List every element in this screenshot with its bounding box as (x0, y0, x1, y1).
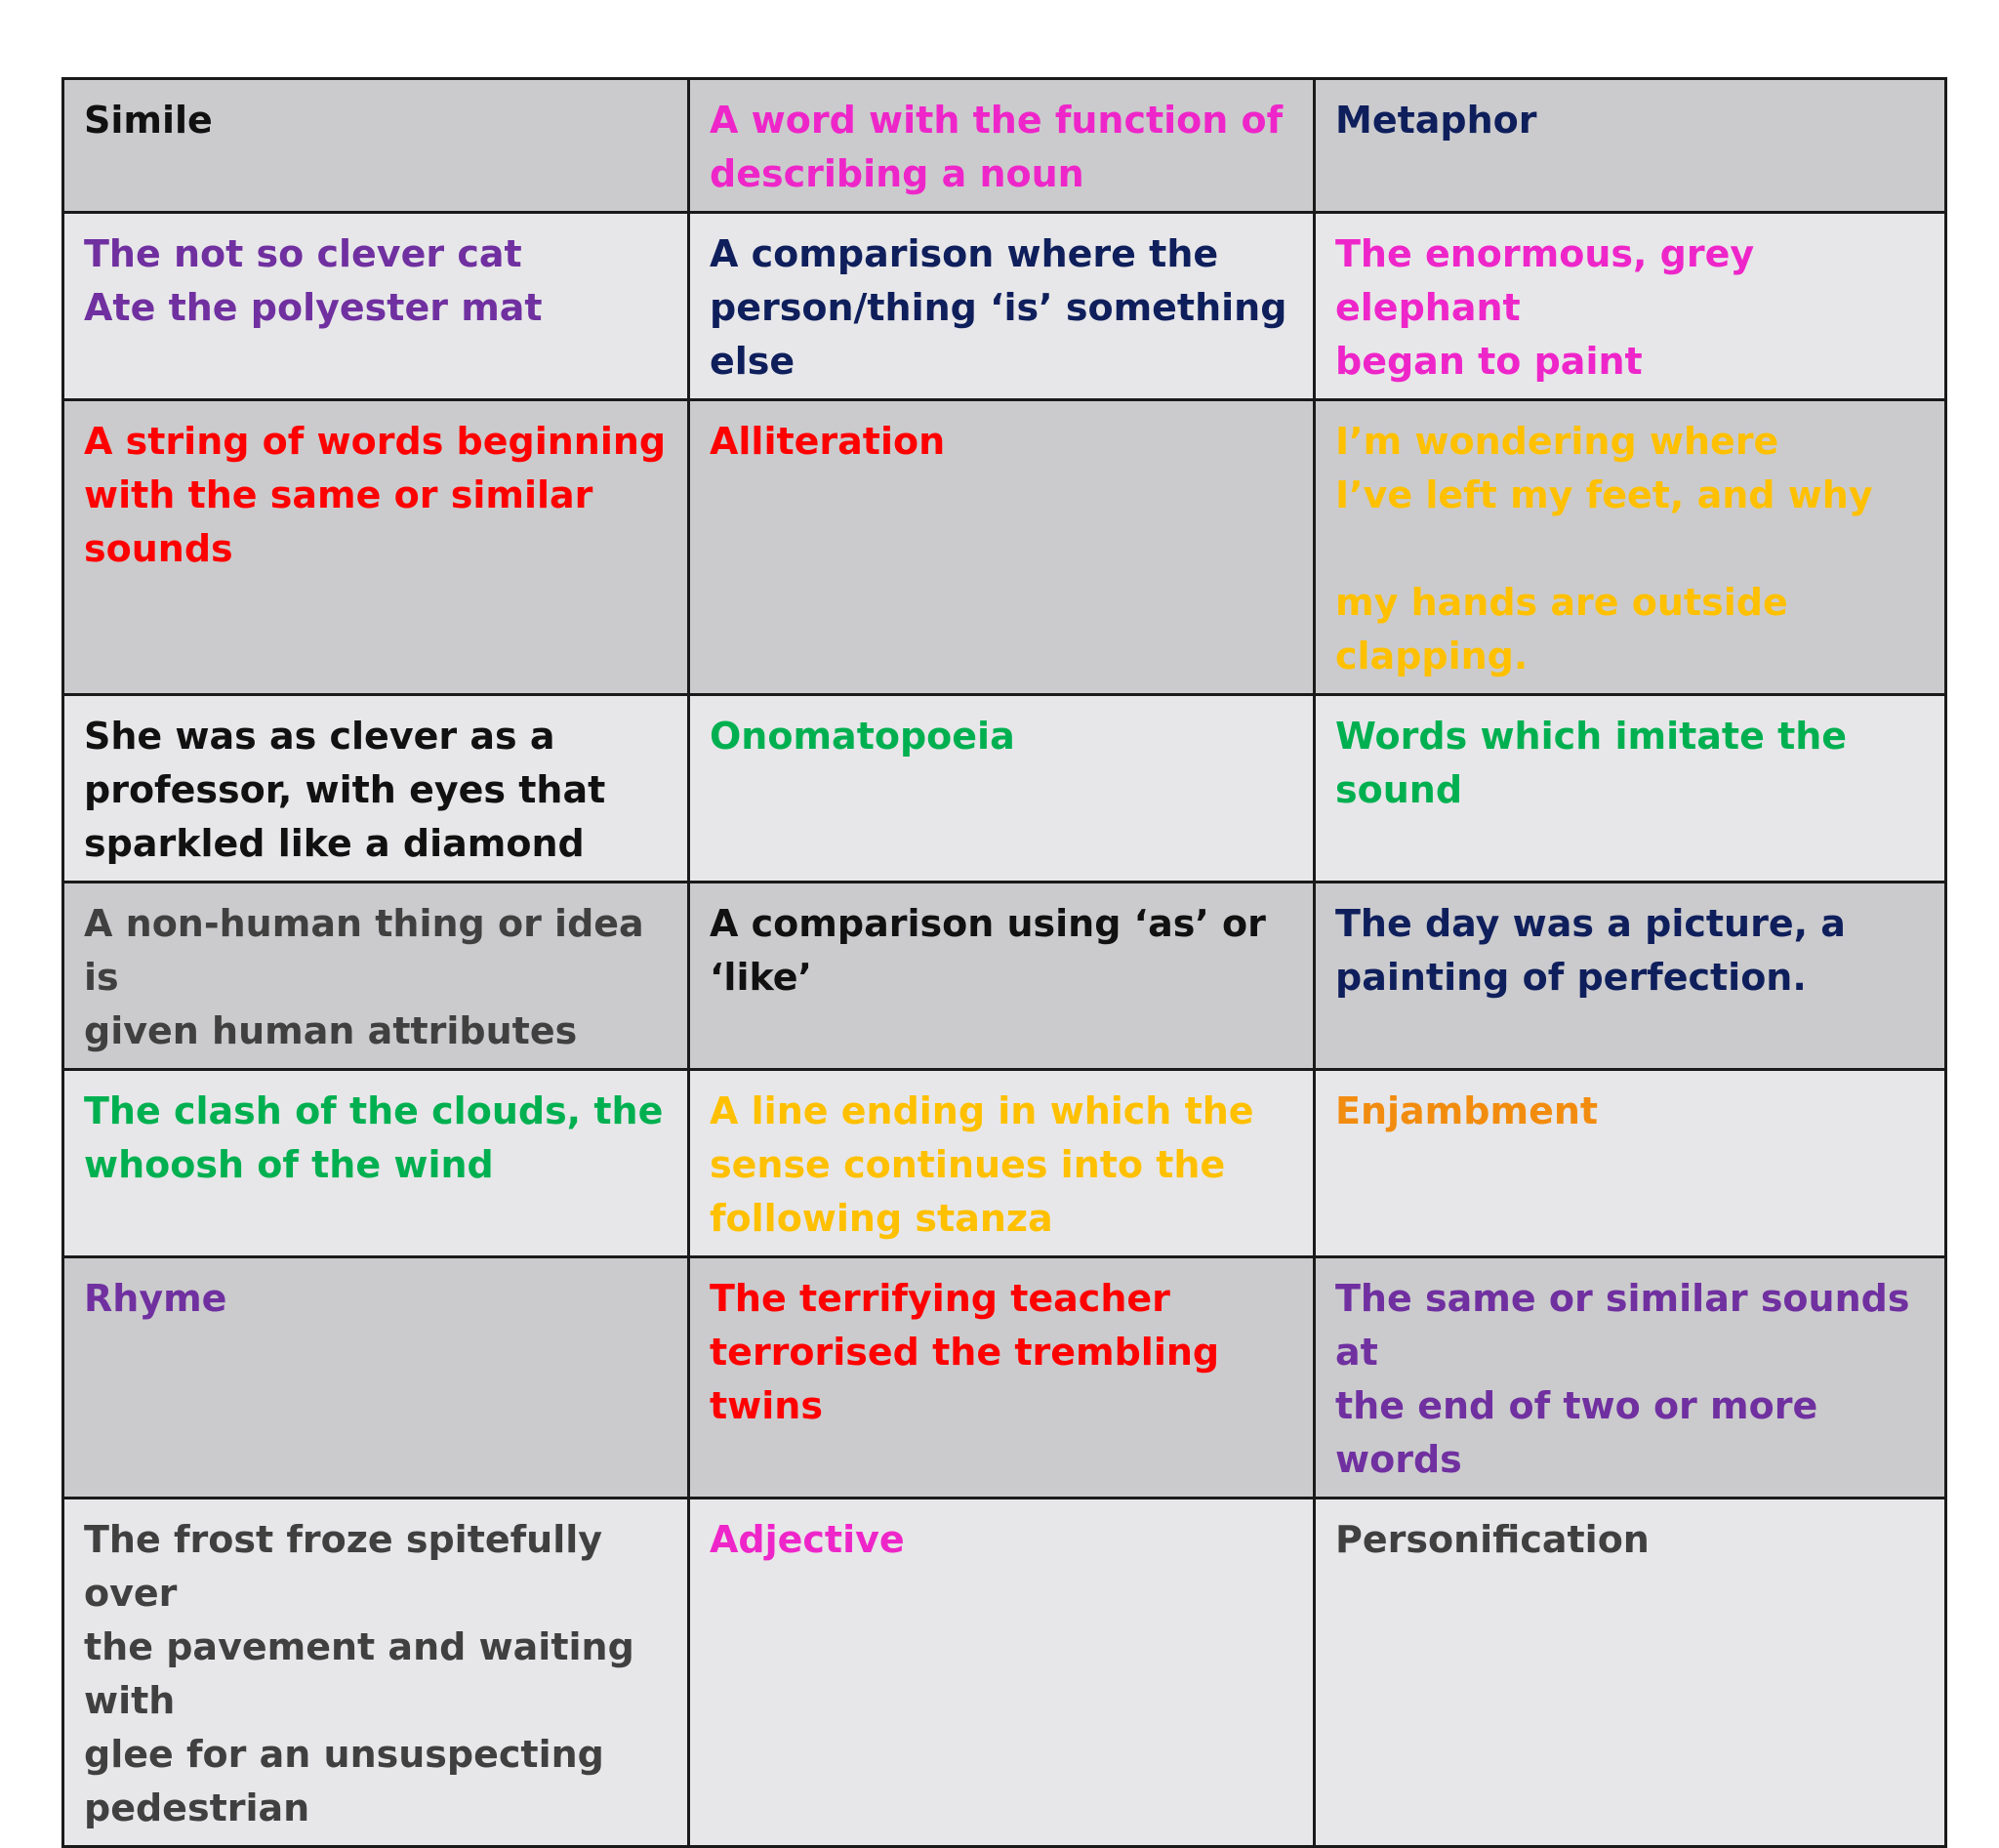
table-cell: Onomatopoeia (689, 695, 1315, 883)
table-cell: Simile (63, 79, 689, 213)
table-cell: The enormous, grey elephant began to paint (1315, 213, 1946, 400)
table-cell: Adjective (689, 1499, 1315, 1847)
table-cell: The terrifying teacher terrorised the trembling twins (689, 1257, 1315, 1499)
table-cell: The not so clever cat Ate the polyester mat (63, 213, 689, 400)
table-row (63, 213, 1946, 400)
table-cell: Alliteration (689, 400, 1315, 695)
table-cell: Words which imitate the sound (1315, 695, 1946, 883)
table-cell: A string of words beginning with the same or similar sounds (63, 400, 689, 695)
table-cell: The day was a picture, a painting of perfection. (1315, 883, 1946, 1070)
table-row (63, 1070, 1946, 1257)
table-cell: Enjambment (1315, 1070, 1946, 1257)
table-row (63, 695, 1946, 883)
table-cell: She was as clever as a professor, with eyes that sparkled like a diamond (63, 695, 689, 883)
table-row (63, 883, 1946, 1070)
table-cell: A line ending in which the sense continues into the following stanza (689, 1070, 1315, 1257)
table-cell: I’m wondering where I’ve left my feet, and why my hands are outside clapping. (1315, 400, 1946, 695)
matching-table (61, 77, 1947, 1848)
table-cell: The frost froze spitefully over the pavement and waiting with glee for an unsuspecting pedestrian (63, 1499, 689, 1847)
table-cell: The clash of the clouds, the whoosh of the wind (63, 1070, 689, 1257)
table-cell: A comparison where the person/thing ‘is’ something else (689, 213, 1315, 400)
table-row (63, 400, 1946, 695)
table-cell: A word with the function of describing a noun (689, 79, 1315, 213)
table-cell: A non-human thing or idea is given human attributes (63, 883, 689, 1070)
table-cell: Rhyme (63, 1257, 689, 1499)
table-body (63, 79, 1946, 1847)
table-cell: Metaphor (1315, 79, 1946, 213)
table-row (63, 1257, 1946, 1499)
table-row (63, 79, 1946, 213)
table-cell: The same or similar sounds at the end of two or more words (1315, 1257, 1946, 1499)
table-row (63, 1499, 1946, 1847)
table-cell: A comparison using ‘as’ or ‘like’ (689, 883, 1315, 1070)
table-cell: Personification (1315, 1499, 1946, 1847)
